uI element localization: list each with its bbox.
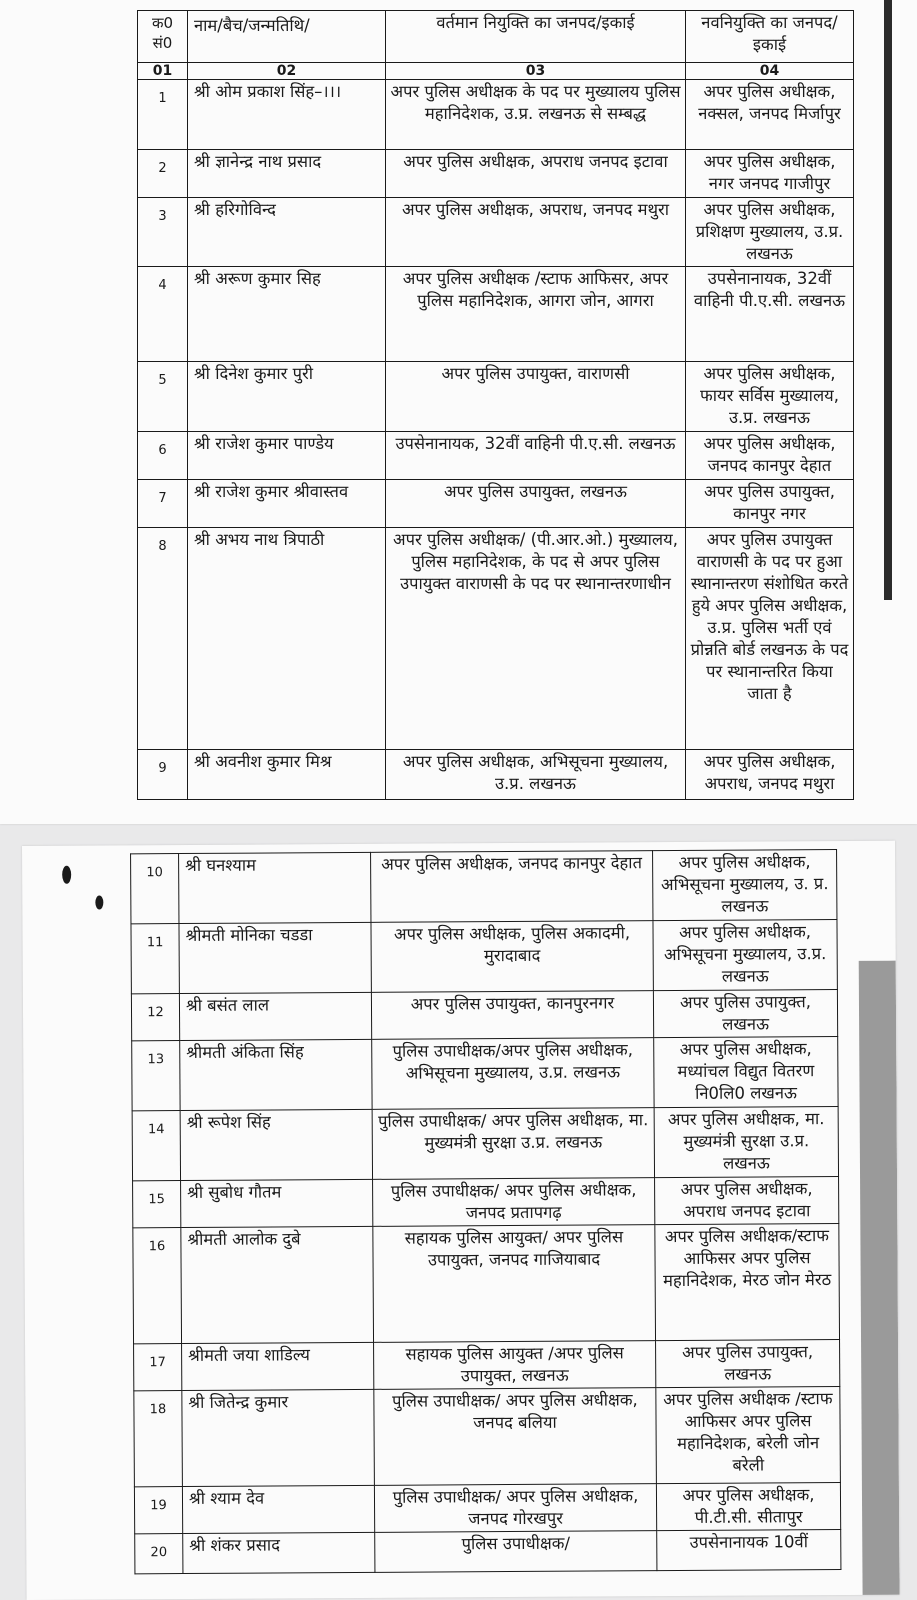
table-row [133, 1224, 840, 1344]
table-row [132, 1037, 838, 1111]
serial-number-cell: 12 [131, 994, 179, 1041]
current-posting-cell: अपर पुलिस अधीक्षक /स्टाफ आफिसर, अपर पुलिस महानिदेशक, आगरा जोन, आगरा [386, 267, 686, 362]
document-page-2 [22, 841, 900, 1600]
serial-number-cell: 4 [138, 267, 188, 362]
serial-number-cell: 17 [134, 1344, 182, 1391]
new-posting-cell: अपर पुलिस अधीक्षक, अभिसूचना मुख्यालय, उ.प्र. लखनऊ [653, 920, 837, 991]
table-row [138, 528, 854, 750]
table-row [134, 1387, 841, 1487]
header-new-posting: नवनियुक्ति का जनपद/इकाई [686, 11, 854, 63]
current-posting-cell: अपर पुलिस अधीक्षक के पद पर मुख्यालय पुलिस महानिदेशक, उ.प्र. लखनऊ से सम्बद्ध [386, 80, 686, 150]
new-posting-cell: अपर पुलिस अधीक्षक, अभिसूचना मुख्यालय, उ. प्र. लखनऊ [653, 850, 837, 921]
new-posting-cell: अपर पुलिस अधीक्षक, नगर जनपद गाजीपुर [686, 150, 854, 198]
transfer-table-page-2 [130, 849, 841, 1574]
current-posting-cell: पुलिस उपाधीक्षक/ [375, 1531, 657, 1573]
new-posting-cell: अपर पुलिस उपायुक्त, लखनऊ [653, 990, 837, 1038]
new-posting-cell: अपर पुलिस अधीक्षक, प्रशिक्षण मुख्यालय, उ.प्र. लखनऊ [686, 198, 854, 267]
serial-number-cell: 3 [138, 198, 188, 267]
officer-name-cell: श्री राजेश कुमार श्रीवास्तव [188, 480, 386, 528]
serial-number-cell: 15 [133, 1181, 181, 1228]
current-posting-cell: पुलिस उपाधीक्षक/अपर पुलिस अधीक्षक, अभिसूचना मुख्यालय, उ.प्र. लखनऊ [372, 1038, 654, 1110]
current-posting-cell: अपर पुलिस उपायुक्त, वाराणसी [386, 362, 686, 432]
new-posting-cell: अपर पुलिस अधीक्षक, पी.टी.सी. सीतापुर [656, 1483, 840, 1531]
officer-name-cell: श्री घनश्याम [179, 852, 371, 923]
new-posting-cell: अपर पुलिस अधीक्षक, मध्यांचल विद्युत वितरण नि0लि0 लखनऊ [654, 1037, 838, 1108]
table-row [132, 1107, 838, 1181]
officer-name-cell: श्री रूपेश सिंह [180, 1109, 372, 1180]
current-posting-cell: अपर पुलिस उपायुक्त, कानपुरनगर [371, 991, 653, 1040]
officer-name-cell: श्री अवनीश कुमार मिश्र [188, 750, 386, 800]
current-posting-cell: अपर पुलिस अधीक्षक/ (पी.आर.ओ.) मुख्यालय, पुलिस महानिदेशक, के पद से अपर पुलिस उपायुक्त वाराणसी के पद पर स्थानान्तरणाधीन [386, 528, 686, 750]
current-posting-cell: अपर पुलिस उपायुक्त, लखनऊ [386, 480, 686, 528]
table-row [138, 150, 854, 198]
current-posting-cell: सहायक पुलिस आयुक्त /अपर पुलिस उपायुक्त, लखनऊ [374, 1341, 656, 1390]
column-number: 04 [686, 63, 854, 80]
officer-name-cell: श्रीमती आलोक दुबे [181, 1226, 374, 1343]
header-current-posting: वर्तमान नियुक्ति का जनपद/इकाई [386, 11, 686, 63]
serial-number-cell: 9 [138, 750, 188, 800]
officer-name-cell: श्री अरूण कुमार सिह [188, 267, 386, 362]
serial-number-cell: 11 [131, 924, 179, 994]
table-header-row [138, 11, 854, 63]
new-posting-cell: अपर पुलिस अधीक्षक, अपराध, जनपद मथुरा [686, 750, 854, 800]
new-posting-cell: अपर पुलिस अधीक्षक, फायर सर्विस मुख्यालय, उ.प्र. लखनऊ [686, 362, 854, 432]
new-posting-cell: अपर पुलिस अधीक्षक, नक्सल, जनपद मिर्जापुर [686, 80, 854, 150]
officer-name-cell: श्री ओम प्रकाश सिंह–।।। [188, 80, 386, 150]
new-posting-cell: अपर पुलिस अधीक्षक, अपराध जनपद इटावा [655, 1177, 839, 1225]
table-row [138, 480, 854, 528]
serial-number-cell: 10 [131, 854, 179, 924]
officer-name-cell: श्री ज्ञानेन्द्र नाथ प्रसाद [188, 150, 386, 198]
officer-name-cell: श्रीमती जया शाडिल्य [182, 1342, 374, 1390]
page-edge-shadow [884, 0, 892, 600]
page-mark [95, 896, 103, 910]
officer-name-cell: श्री हरिगोविन्द [188, 198, 386, 267]
page-edge-shadow [859, 961, 900, 1600]
table-row [135, 1530, 841, 1574]
page-mark [62, 866, 71, 884]
table-row [138, 80, 854, 150]
officer-name-cell: श्रीमती अंकिता सिंह [180, 1039, 372, 1110]
officer-name-cell: श्री शंकर प्रसाद [183, 1532, 375, 1573]
new-posting-cell: अपर पुलिस उपायुक्त वाराणसी के पद पर हुआ स्थानान्तरण संशोधित करते हुये अपर पुलिस अधीक्षक, उ.प्र. पुलिस भर्ती एवं प्रोन्नति बोर्ड लखनऊ के पद पर स्थानान्तरित किया जाता है [686, 528, 854, 750]
serial-number-cell: 14 [132, 1111, 180, 1181]
current-posting-cell: उपसेनानायक, 32वीं वाहिनी पी.ए.सी. लखनऊ [386, 432, 686, 480]
column-number: 03 [386, 63, 686, 80]
header-name: नाम/बैच/जन्मतिथि/ [188, 11, 386, 63]
table-row [138, 432, 854, 480]
column-number: 01 [138, 63, 188, 80]
officer-name-cell: श्री सुबोध गौतम [181, 1179, 373, 1227]
header-serial: क0 सं0 [138, 11, 188, 63]
serial-number-cell: 20 [135, 1534, 183, 1574]
table-row [131, 990, 837, 1041]
current-posting-cell: अपर पुलिस अधीक्षक, अपराध, जनपद मथुरा [386, 198, 686, 267]
new-posting-cell: अपर पुलिस अधीक्षक/स्टाफ आफिसर अपर पुलिस महानिदेशक, मेरठ जोन मेरठ [655, 1224, 840, 1341]
serial-number-cell: 13 [132, 1041, 180, 1111]
new-posting-cell: अपर पुलिस अधीक्षक, जनपद कानपुर देहात [686, 432, 854, 480]
column-number-row [138, 63, 854, 80]
serial-number-cell: 16 [133, 1228, 182, 1344]
new-posting-cell: उपसेनानायक, 32वीं वाहिनी पी.ए.सी. लखनऊ [686, 267, 854, 362]
table-row [131, 920, 837, 994]
current-posting-cell: पुलिस उपाधीक्षक/ अपर पुलिस अधीक्षक, जनपद प्रतापगढ़ [373, 1178, 655, 1227]
serial-number-cell: 6 [138, 432, 188, 480]
transfer-table-page-1 [137, 10, 854, 800]
current-posting-cell: अपर पुलिस अधीक्षक, पुलिस अकादमी, मुरादाबाद [371, 921, 653, 993]
current-posting-cell: अपर पुलिस अधीक्षक, अभिसूचना मुख्यालय, उ.प्र. लखनऊ [386, 750, 686, 800]
serial-number-cell: 5 [138, 362, 188, 432]
table-row [131, 850, 837, 924]
current-posting-cell: अपर पुलिस अधीक्षक, जनपद कानपुर देहात [371, 851, 653, 923]
current-posting-cell: पुलिस उपाधीक्षक/ अपर पुलिस अधीक्षक, जनपद गोरखपुर [374, 1484, 656, 1533]
new-posting-cell: अपर पुलिस उपायुक्त, कानपुर नगर [686, 480, 854, 528]
current-posting-cell: पुलिस उपाधीक्षक/ अपर पुलिस अधीक्षक, जनपद बलिया [374, 1388, 657, 1486]
table-row [138, 750, 854, 800]
officer-name-cell: श्री बसंत लाल [179, 992, 371, 1040]
officer-name-cell: श्री अभय नाथ त्रिपाठी [188, 528, 386, 750]
serial-number-cell: 18 [134, 1391, 183, 1487]
officer-name-cell: श्री राजेश कुमार पाण्डेय [188, 432, 386, 480]
officer-name-cell: श्री श्याम देव [182, 1485, 374, 1533]
current-posting-cell: पुलिस उपाधीक्षक/ अपर पुलिस अधीक्षक, मा. मुख्यमंत्री सुरक्षा उ.प्र. लखनऊ [372, 1108, 654, 1180]
table-row [134, 1483, 840, 1534]
new-posting-cell: अपर पुलिस उपायुक्त, लखनऊ [656, 1340, 840, 1388]
serial-number-cell: 19 [134, 1487, 182, 1534]
officer-name-cell: श्रीमती मोनिका चडडा [179, 922, 371, 993]
serial-number-cell: 1 [138, 80, 188, 150]
current-posting-cell: अपर पुलिस अधीक्षक, अपराध जनपद इटावा [386, 150, 686, 198]
table-row [133, 1177, 839, 1228]
officer-name-cell: श्री दिनेश कुमार पुरी [188, 362, 386, 432]
current-posting-cell: सहायक पुलिस आयुक्त/ अपर पुलिस उपायुक्त, जनपद गाजियाबाद [373, 1225, 656, 1343]
table-row [134, 1340, 840, 1391]
officer-name-cell: श्री जितेन्द्र कुमार [182, 1389, 375, 1486]
table-row [138, 362, 854, 432]
table-row [138, 198, 854, 267]
serial-number-cell: 2 [138, 150, 188, 198]
new-posting-cell: अपर पुलिस अधीक्षक, मा. मुख्यमंत्री सुरक्षा उ.प्र. लखनऊ [654, 1107, 838, 1178]
serial-number-cell: 7 [138, 480, 188, 528]
table-row [138, 267, 854, 362]
new-posting-cell: उपसेनानायक 10वीं [657, 1530, 841, 1571]
serial-number-cell: 8 [138, 528, 188, 750]
column-number: 02 [188, 63, 386, 80]
new-posting-cell: अपर पुलिस अधीक्षक /स्टाफ आफिसर अपर पुलिस महानिदेशक, बरेली जोन बरेली [656, 1387, 841, 1484]
